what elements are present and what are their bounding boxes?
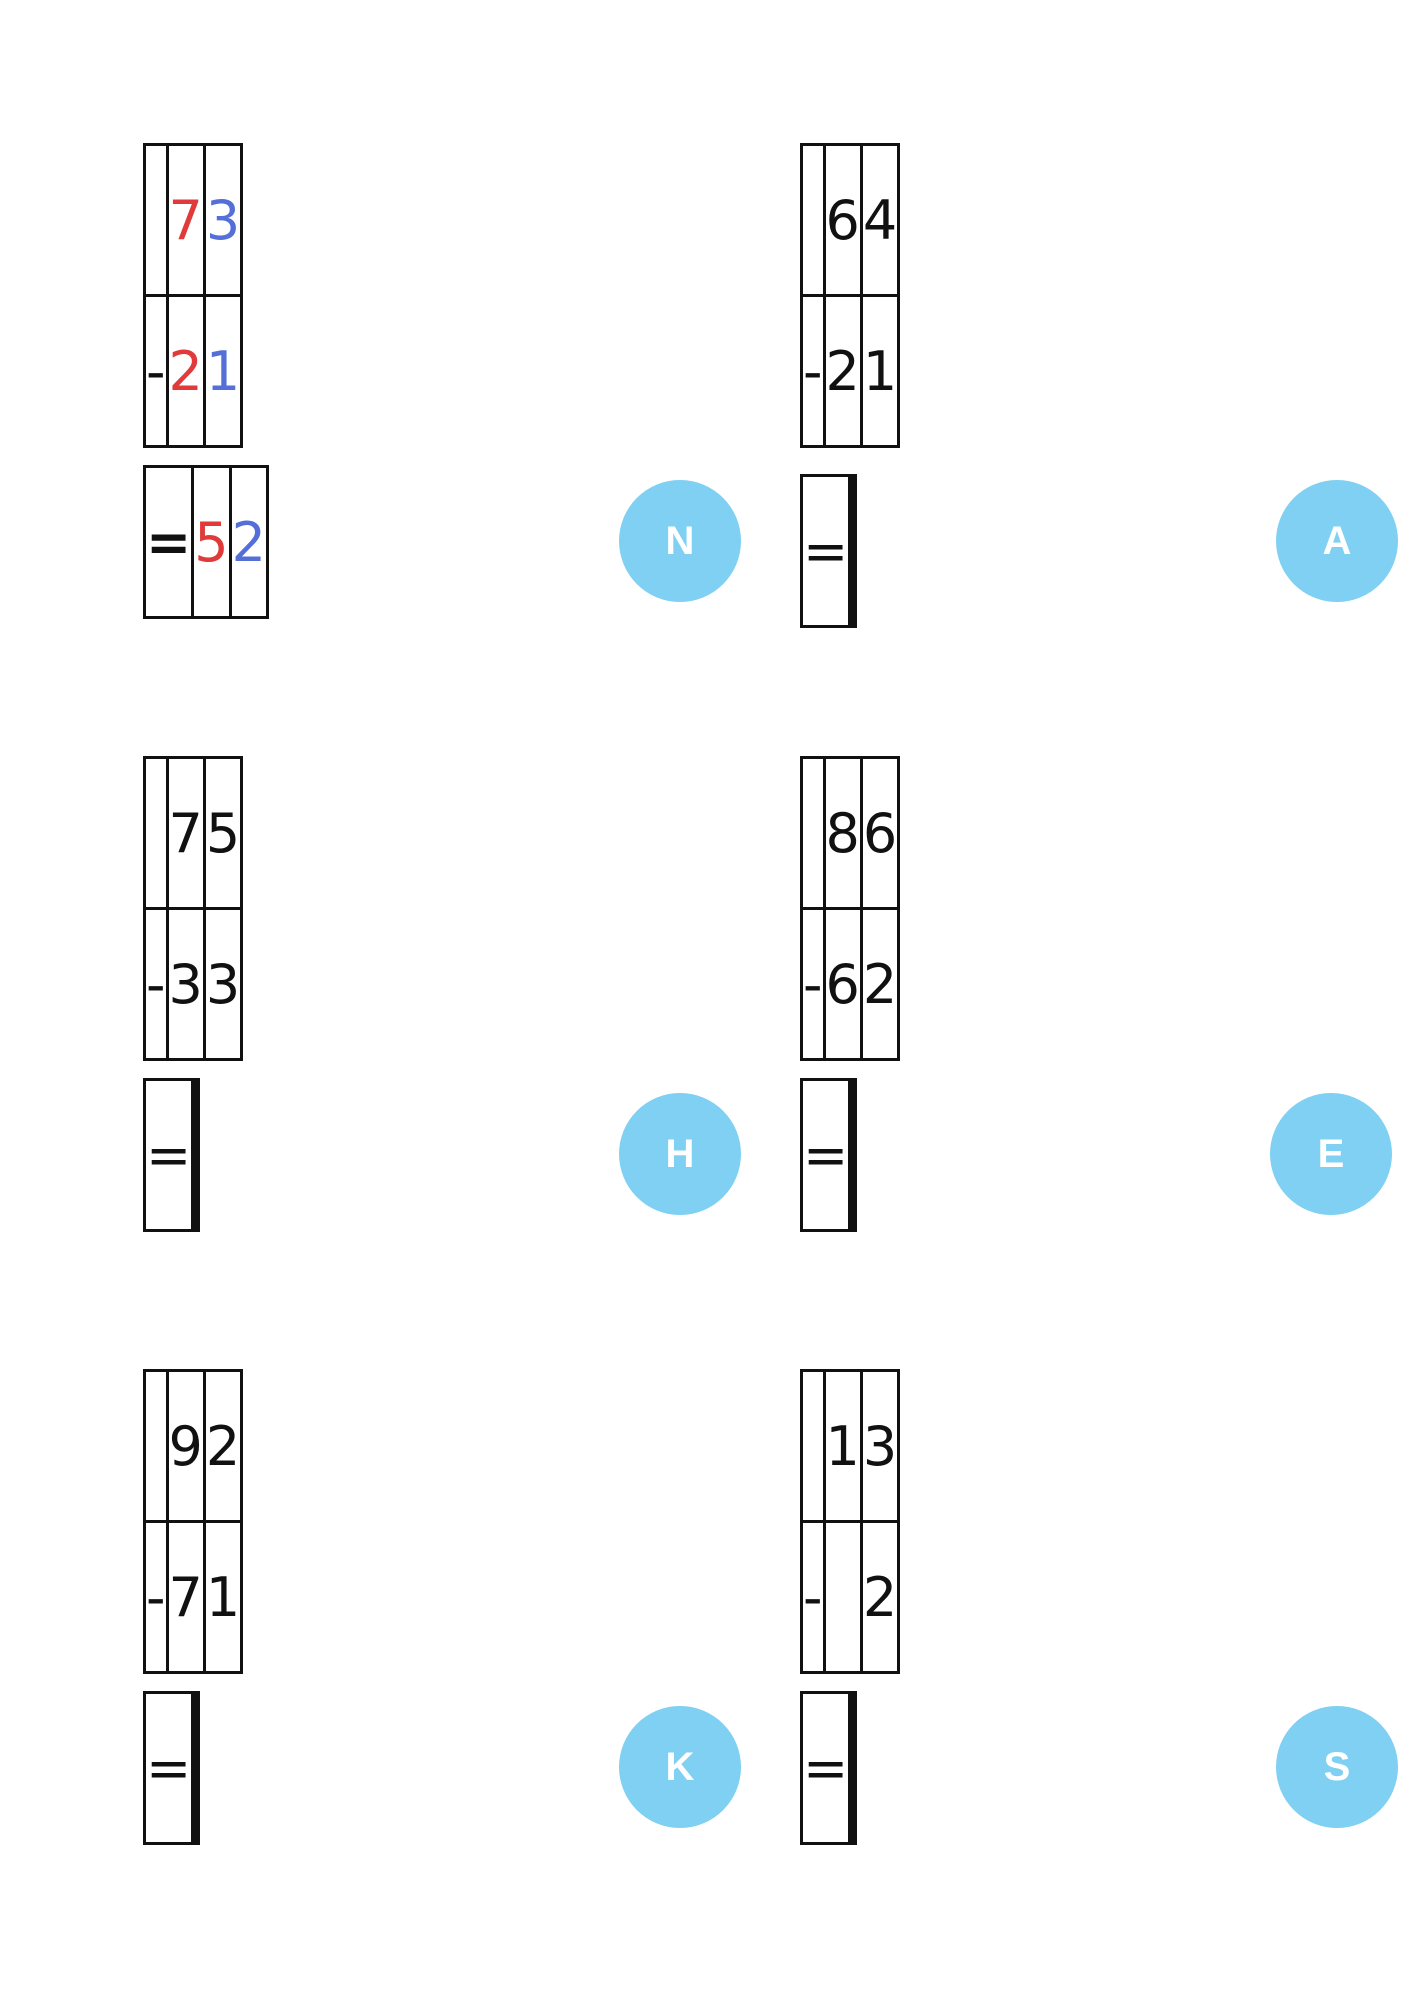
tens-cell: 1	[824, 1371, 861, 1522]
minuend-row	[802, 1371, 899, 1522]
subtrahend-row	[802, 296, 899, 447]
sign-cell	[145, 145, 168, 296]
ones-cell: 1	[204, 1522, 241, 1673]
ones-cell: 5	[204, 758, 241, 909]
subtrahend-row	[802, 909, 899, 1060]
ones-cell: 3	[204, 145, 241, 296]
tens-cell: 2	[824, 296, 861, 447]
subtrahend-row	[145, 909, 242, 1060]
tens-cell: 7	[167, 758, 204, 909]
minuend-row	[802, 758, 899, 909]
sign-cell	[802, 145, 825, 296]
ones-cell: 2	[861, 1522, 898, 1673]
minus-sign: -	[802, 909, 825, 1060]
answer-row	[800, 1078, 857, 1232]
ones-cell: 1	[861, 296, 898, 447]
answer-ones-cell[interactable]	[853, 1693, 856, 1844]
problem-grid	[143, 1369, 243, 1674]
equals-sign: =	[145, 467, 193, 618]
answer-ones-cell[interactable]	[196, 1693, 199, 1844]
letter-badge: K	[619, 1706, 741, 1828]
minus-sign: -	[145, 1522, 168, 1673]
problem-grid	[143, 143, 243, 448]
tens-cell	[824, 1522, 861, 1673]
minus-sign: -	[145, 909, 168, 1060]
ones-cell: 2	[861, 909, 898, 1060]
ones-cell: 1	[204, 296, 241, 447]
answer-tens-cell[interactable]: 5	[193, 467, 230, 618]
equals-sign: =	[802, 1693, 850, 1844]
answer-ones-cell[interactable]	[196, 1080, 199, 1231]
problem-grid	[800, 756, 900, 1061]
minuend-row	[802, 145, 899, 296]
sign-cell	[145, 758, 168, 909]
letter-badge: E	[1270, 1093, 1392, 1215]
tens-cell: 3	[167, 909, 204, 1060]
minus-sign: -	[802, 296, 825, 447]
problem-grid	[800, 143, 900, 448]
letter-badge: A	[1276, 480, 1398, 602]
tens-cell: 7	[167, 1522, 204, 1673]
tens-cell: 6	[824, 909, 861, 1060]
subtrahend-row	[145, 1522, 242, 1673]
sign-cell	[145, 1371, 168, 1522]
equals-sign: =	[145, 1693, 193, 1844]
equals-sign: =	[145, 1080, 193, 1231]
sign-cell	[802, 758, 825, 909]
answer-ones-cell[interactable]	[853, 1080, 856, 1231]
subtrahend-row	[145, 296, 242, 447]
answer-row	[800, 1691, 857, 1845]
answer-row	[800, 474, 857, 628]
answer-ones-cell[interactable]: 2	[230, 467, 267, 618]
answer-ones-cell[interactable]	[853, 476, 856, 627]
answer-row	[143, 465, 269, 619]
ones-cell: 6	[861, 758, 898, 909]
tens-cell: 8	[824, 758, 861, 909]
letter-badge: N	[619, 480, 741, 602]
ones-cell: 3	[204, 909, 241, 1060]
minus-sign: -	[145, 296, 168, 447]
answer-row	[143, 1691, 200, 1845]
problem-grid	[800, 1369, 900, 1674]
minuend-row	[145, 145, 242, 296]
problem-grid	[143, 756, 243, 1061]
minuend-row	[145, 758, 242, 909]
equals-sign: =	[802, 476, 850, 627]
tens-cell: 6	[824, 145, 861, 296]
tens-cell: 9	[167, 1371, 204, 1522]
equals-sign: =	[802, 1080, 850, 1231]
ones-cell: 4	[861, 145, 898, 296]
minus-sign: -	[802, 1522, 825, 1673]
ones-cell: 2	[204, 1371, 241, 1522]
subtrahend-row	[802, 1522, 899, 1673]
tens-cell: 7	[167, 145, 204, 296]
tens-cell: 2	[167, 296, 204, 447]
letter-badge: S	[1276, 1706, 1398, 1828]
minuend-row	[145, 1371, 242, 1522]
ones-cell: 3	[861, 1371, 898, 1522]
letter-badge: H	[619, 1093, 741, 1215]
sign-cell	[802, 1371, 825, 1522]
answer-row	[143, 1078, 200, 1232]
